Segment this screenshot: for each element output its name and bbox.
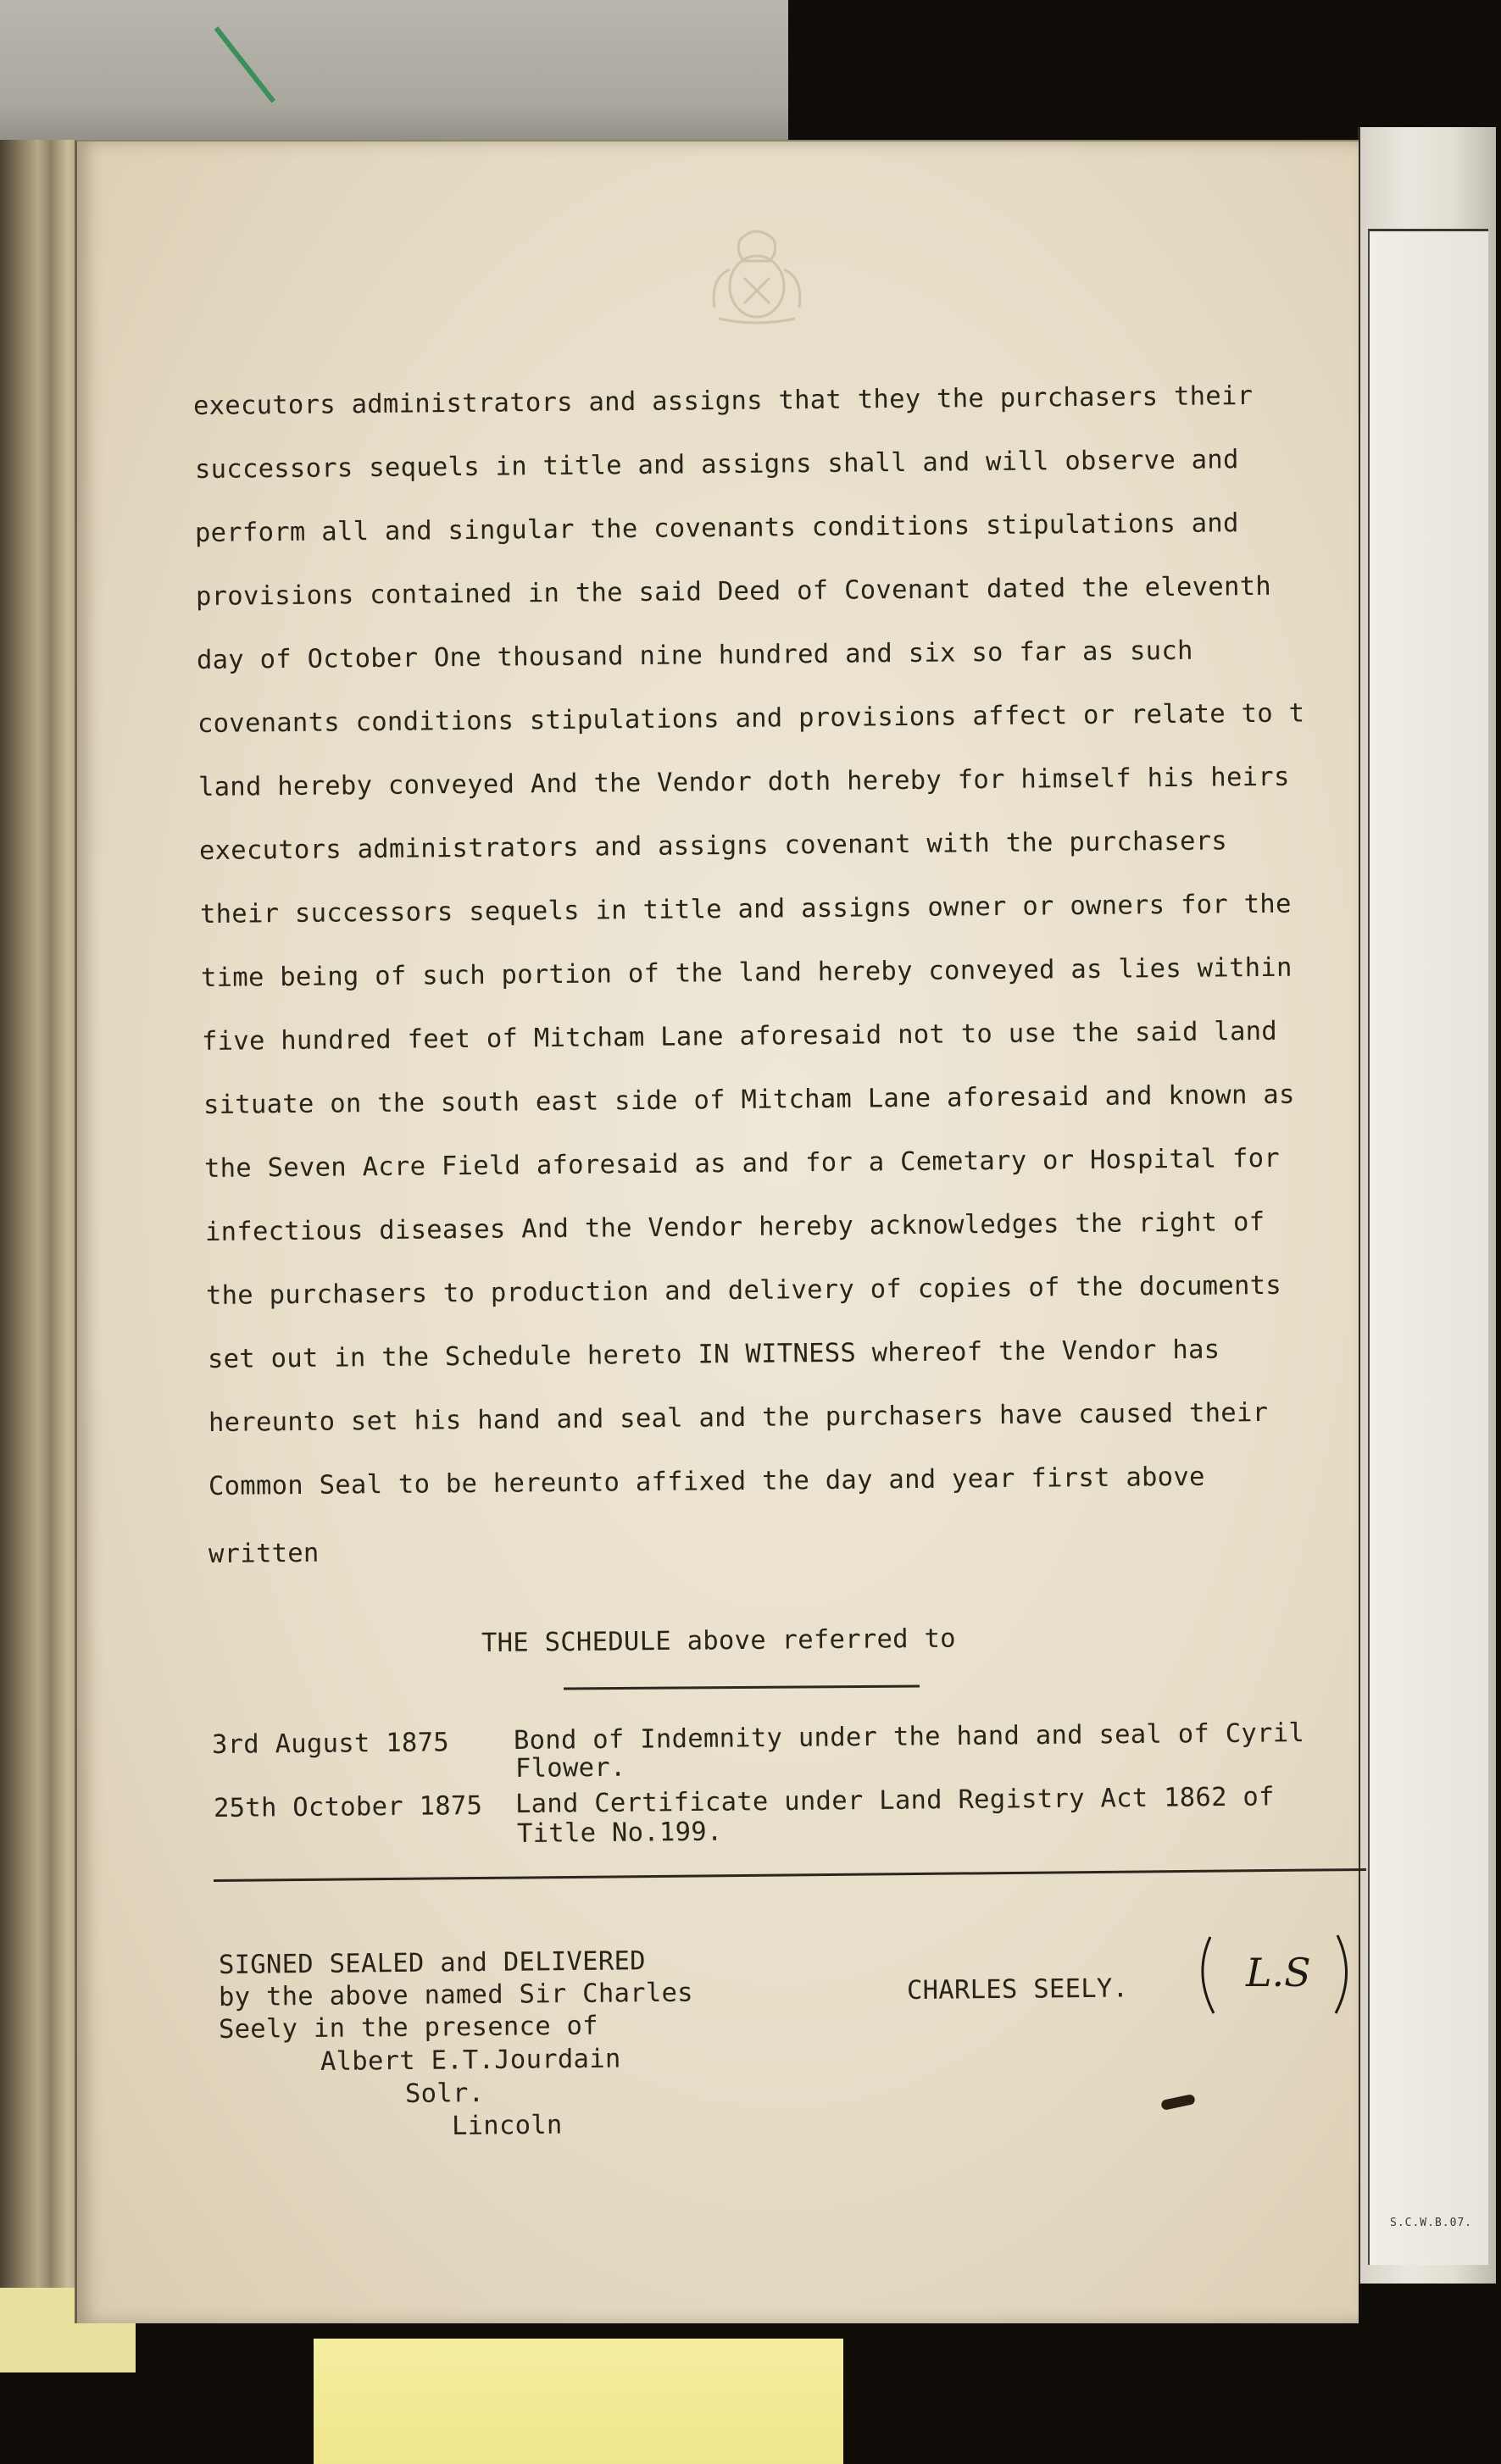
- body-line: situate on the south east side of Mitcham Lane aforesaid and known as: [203, 1079, 1295, 1120]
- witness-title: Solr.: [404, 2078, 485, 2109]
- body-line: provisions contained in the said Deed of Covenant dated the eleventh: [195, 571, 1272, 612]
- signatory-name: CHARLES SEELY.: [906, 1973, 1129, 2006]
- book-edge-stamp: S.C.W.B.07.: [1390, 2217, 1473, 2229]
- green-ink-stripe: [214, 26, 275, 103]
- witness-location: Lincoln: [451, 2110, 563, 2141]
- body-line: hereunto set his hand and seal and the purchasers have caused their: [208, 1397, 1269, 1438]
- attestation-line: SIGNED SEALED and DELIVERED: [218, 1946, 647, 1980]
- body-line: the Seven Acre Field aforesaid as and for a Cemetary or Hospital for: [203, 1143, 1281, 1184]
- schedule-description: Land Certificate under Land Registry Act 1862 of: [514, 1782, 1275, 1819]
- body-line: day of October One thousand nine hundred and six so far as such: [196, 635, 1193, 675]
- body-line: Common Seal to be hereunto affixed the day and year first above: [208, 1462, 1205, 1501]
- attestation-line: Seely in the presence of: [218, 2011, 599, 2045]
- body-line: time being of such portion of the land hereby conveyed as lies within: [200, 952, 1293, 993]
- schedule-date: 3rd August 1875: [211, 1728, 450, 1760]
- svg-text:L.S: L.S: [1246, 1950, 1311, 1995]
- body-line: successors sequels in title and assigns shall and will observe and: [194, 445, 1239, 485]
- schedule-heading: THE SCHEDULE above referred to: [481, 1623, 957, 1658]
- locus-sigilli-seal-mark: [1195, 1932, 1356, 2017]
- body-line: set out in the Schedule hereto IN WITNESS whereof the Vendor has: [207, 1335, 1220, 1374]
- embossed-crest-icon: [693, 219, 820, 329]
- attestation-line: by the above named Sir Charles: [218, 1978, 694, 2012]
- sticky-note: [314, 2339, 843, 2464]
- schedule-description: Title No.199.: [516, 1817, 723, 1849]
- adjacent-book-page: [1368, 229, 1488, 2265]
- body-line: perform all and singular the covenants conditions stipulations and: [194, 508, 1239, 548]
- body-line: land hereby conveyed And the Vendor doth hereby for himself his heirs: [197, 762, 1290, 802]
- body-line: the purchasers to production and delivery of copies of the documents: [205, 1270, 1282, 1311]
- body-line: executors administrators and assigns that they the purchasers their: [192, 380, 1254, 421]
- body-line: infectious diseases And the Vendor hereby acknowledges the right of: [204, 1207, 1265, 1247]
- schedule-description: Flower.: [514, 1752, 626, 1784]
- schedule-date: 25th October 1875: [213, 1790, 483, 1823]
- body-line: written: [208, 1538, 320, 1569]
- left-page-stack: [0, 140, 85, 2309]
- witness-name: Albert E.T.Jourdain: [320, 2044, 621, 2077]
- overlapping-paper-sheet: [0, 0, 788, 150]
- body-line: executors administrators and assigns covenant with the purchasers: [198, 826, 1228, 866]
- body-line: covenants conditions stipulations and provisions affect or relate to t: [197, 698, 1305, 739]
- body-line: their successors sequels in title and assigns owner or owners for the: [199, 889, 1292, 930]
- schedule-description: Bond of Indemnity under the hand and seal of Cyril: [513, 1718, 1305, 1756]
- body-line: five hundred feet of Mitcham Lane aforesaid not to use the said land: [201, 1016, 1278, 1057]
